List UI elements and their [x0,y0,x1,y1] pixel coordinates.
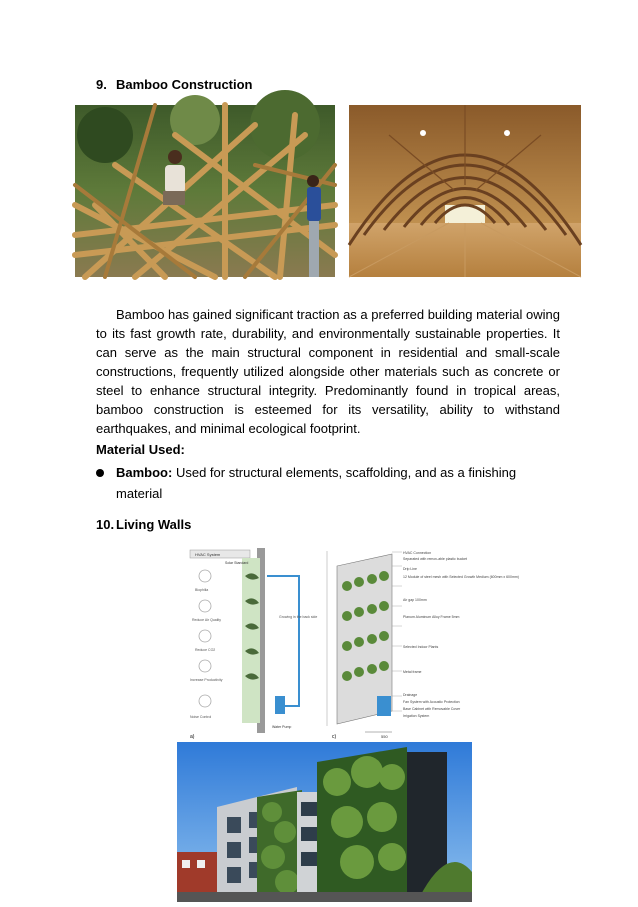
diagram-label-noise: Noise Control [190,715,212,719]
diagram-right-label: Selected Indoor Plants [403,645,439,649]
diagram-label-productivity: Increase Productivity [190,678,223,682]
diagram-label-air-quality: Reduce Air Quality [192,618,221,622]
diagram-right-label: HVAC Connection [403,551,432,555]
diagram-label-pump: Water Pump [272,725,292,729]
section-title: Living Walls [116,517,192,532]
diagram-right-label: Separated with remov-able plastic bucket [403,557,468,561]
diagram-right-label: Fan System with Acoustic Protection [403,700,460,704]
diagram-label-solar: Solar Standard [225,561,249,565]
bullet-icon [96,469,104,477]
diagram-right-label: Drip Line [403,567,418,571]
material-list-item [96,462,546,504]
diagram-panel-c: c) [332,734,337,740]
material-name: Bamboo: [116,465,173,480]
diagram-right-label: Drainage [403,693,418,697]
section-heading-living-walls [96,517,191,532]
section-title: Bamboo Construction [116,77,253,92]
diagram-label-co2: Reduce CO2 [195,648,216,652]
material-description: Used for structural elements, scaffolding, and as a finishing material [116,465,517,501]
section-heading-bamboo [96,77,253,92]
diagram-right-label: Planum Aluminum Alloy Frame 5mm [403,615,460,619]
living-wall-diagram [187,546,519,741]
bamboo-hall-photo [349,105,581,277]
materials-used-label: Material Used: [96,442,185,457]
diagram-right-label: Air gap 100mm [403,598,427,602]
section-number: 9. [96,77,107,92]
section-number: 10. [96,517,115,532]
living-wall-building-photo [177,742,472,902]
diagram-panel-a: a) [190,734,195,740]
diagram-label-biophilia: Biophilia [195,588,209,592]
diagram-right-label: Metal frame [403,670,422,674]
diagram-label-hvac: HVAC System [195,552,221,557]
diagram-right-label: 12 Module of steel mesh with Selected Growth Medium (600mm x 600mm) [403,575,519,579]
bamboo-description-paragraph: Bamboo has gained significant traction as a preferred building material owing to its fast growth rate, durability, and environmentally sustainable properties. It can serve as the main structural component in residential and small-scale constructions, frequently utilized alongside other materials such as concrete or steel to enhance structural integrity. Predominantly found in tropical areas, bamboo construction is esteemed for its versatility, ability to withstand earthquakes, and minimal ecological footprint. [96,307,560,436]
diagram-right-label: Irrigation System [403,714,430,718]
diagram-label-growing: Growing in the back side [279,615,318,619]
diagram-dimension: 550 [381,734,388,739]
bamboo-workers-photo [75,105,335,277]
diagram-right-label: Base Cabinet with Removable Cover [403,707,461,711]
